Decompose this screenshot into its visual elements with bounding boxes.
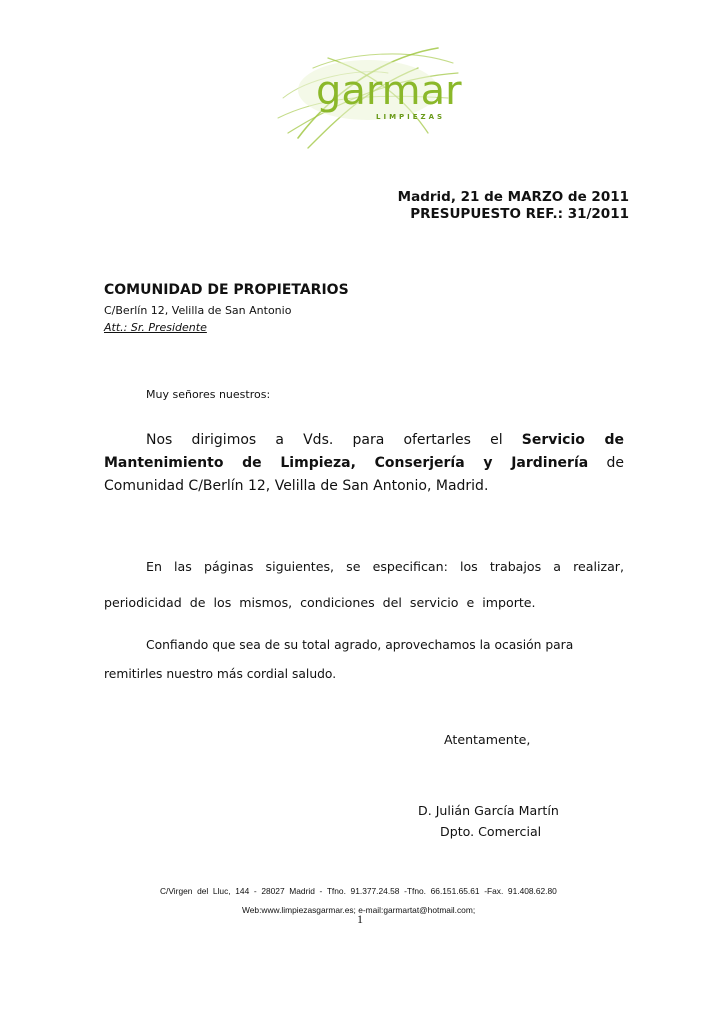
footer-web-email: Web:www.limpiezasgarmar.es; e-mail:garmartat@hotmail.com; xyxy=(242,905,476,915)
signer-name: D. Julián García Martín xyxy=(418,803,559,818)
service-name: Servicio de Mantenimiento de Limpieza, Conserjería y Jardinería xyxy=(104,432,624,471)
logo-sub-text: LIMPIEZAS xyxy=(376,113,446,121)
salutation: Muy señores nuestros: xyxy=(146,388,271,401)
quote-reference: PRESUPUESTO REF.: 31/2011 xyxy=(410,206,629,222)
letter-date: Madrid, 21 de MARZO de 2011 xyxy=(397,189,629,205)
recipient-address: C/Berlín 12, Velilla de San Antonio xyxy=(104,304,292,317)
recipient-attention: Att.: Sr. Presidente xyxy=(104,321,207,334)
intro-text-end: de Comunidad C/Berlín 12, Velilla de San Antonio, Madrid. xyxy=(104,455,625,494)
logo-brand-text: garmar xyxy=(316,68,462,114)
signer-department: Dpto. Comercial xyxy=(440,824,542,839)
intro-paragraph xyxy=(104,429,624,498)
page-number: 1 xyxy=(357,912,363,926)
pages-paragraph: En las páginas siguientes, se especifican: los trabajos a realizar, periodicidad de los mismos, condiciones del servicio e importe. xyxy=(104,559,624,610)
recipient-name: COMUNIDAD DE PROPIETARIOS xyxy=(104,282,349,298)
closing-paragraph: Confiando que sea de su total agrado, aprovechamos la ocasión para remitirles nuestro más cordial saludo. xyxy=(104,638,574,681)
company-logo xyxy=(268,38,468,150)
intro-text-start: Nos dirigimos a Vds. para ofertarles el xyxy=(146,432,522,448)
footer-address: C/Virgen del Lluc, 144 - 28027 Madrid - Tfno. 91.377.24.58 -Tfno. 66.151.65.61 -Fax. 91.408.62.80 xyxy=(160,886,557,896)
sign-off: Atentamente, xyxy=(444,732,531,747)
